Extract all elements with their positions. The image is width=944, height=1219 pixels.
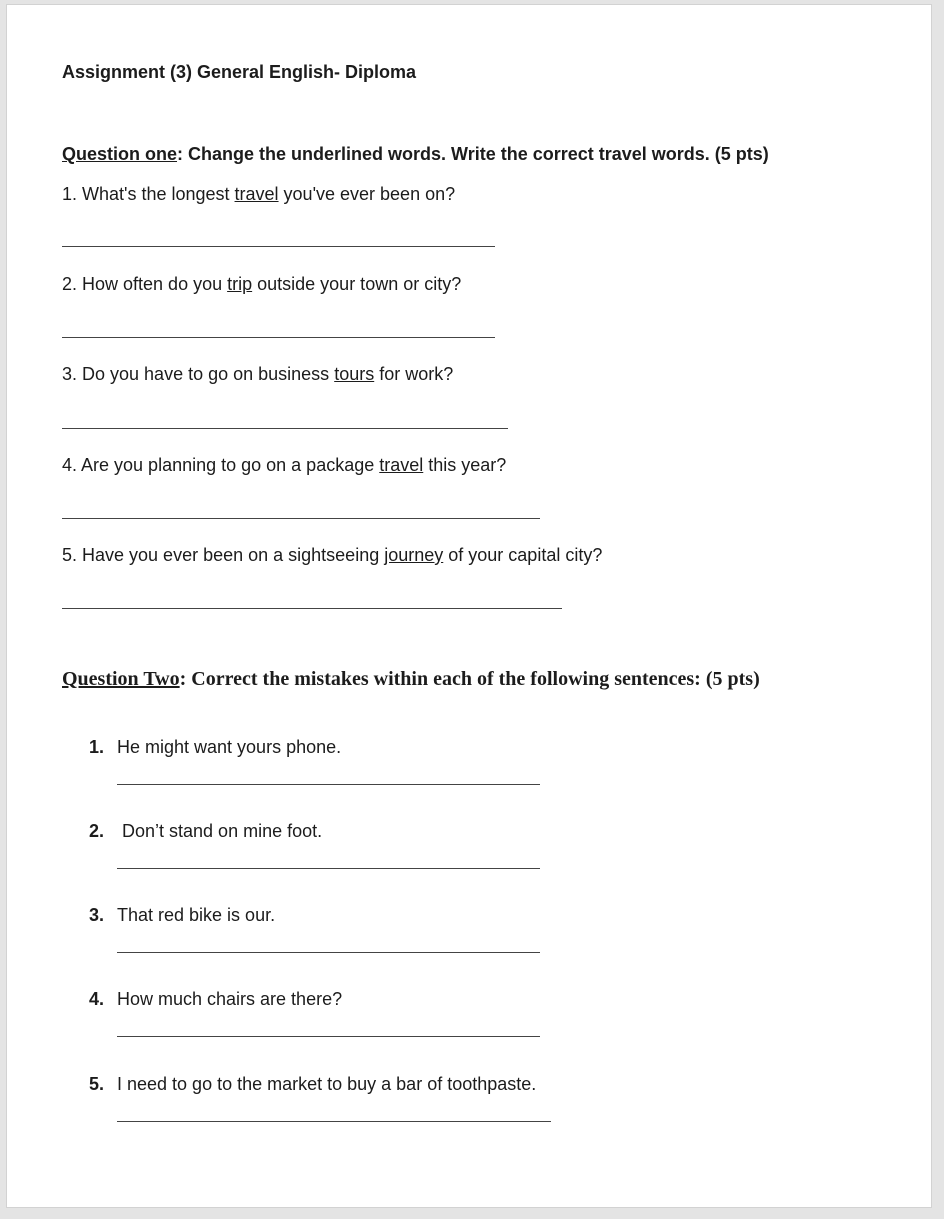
q1-item-3-post: for work? bbox=[374, 364, 454, 384]
q1-answer-line-2[interactable] bbox=[62, 337, 495, 338]
q1-item-3-underlined-word: tours bbox=[334, 364, 375, 384]
q1-item-4-pre: 4. Are you planning to go on a package bbox=[62, 455, 380, 475]
q1-item-1 bbox=[62, 183, 455, 205]
q1-answer-line-5[interactable] bbox=[62, 608, 562, 609]
question-one-instruction: : Change the underlined words. Write the correct travel words. (5 pts) bbox=[177, 144, 769, 164]
question-two-label: Question Two bbox=[62, 668, 180, 690]
q2-answer-line-3[interactable] bbox=[117, 952, 540, 953]
q2-item-4-number: 4. bbox=[89, 989, 105, 1009]
q1-answer-line-1[interactable] bbox=[62, 246, 495, 247]
q2-item-4-text: How much chairs are there? bbox=[117, 989, 343, 1009]
q1-item-2 bbox=[62, 273, 461, 295]
q2-item-5 bbox=[89, 1073, 536, 1095]
q2-item-5-number: 5. bbox=[89, 1074, 105, 1094]
document-page bbox=[6, 4, 932, 1208]
q1-item-2-post: outside your town or city? bbox=[252, 274, 462, 294]
q2-item-2-number: 2. bbox=[89, 821, 105, 841]
question-two-instruction: : Correct the mistakes within each of the following sentences: (5 pts) bbox=[179, 668, 760, 690]
q2-item-2 bbox=[89, 820, 322, 842]
question-one-label: Question one bbox=[62, 144, 178, 164]
q2-answer-line-1[interactable] bbox=[117, 784, 540, 785]
q1-item-1-post: you've ever been on? bbox=[278, 184, 456, 204]
q1-answer-line-4[interactable] bbox=[62, 518, 540, 519]
q2-item-4 bbox=[89, 988, 342, 1010]
q2-answer-line-4[interactable] bbox=[117, 1036, 540, 1037]
q1-item-5 bbox=[62, 544, 602, 566]
q2-answer-line-5[interactable] bbox=[117, 1121, 551, 1122]
q1-item-4-underlined-word: travel bbox=[379, 455, 424, 475]
q1-item-3 bbox=[62, 363, 453, 385]
q1-item-4-post: this year? bbox=[423, 455, 507, 475]
q1-item-5-pre: 5. Have you ever been on a sightseeing bbox=[62, 545, 385, 565]
q1-item-2-pre: 2. How often do you bbox=[62, 274, 228, 294]
q1-item-5-underlined-word: journey bbox=[384, 545, 444, 565]
q2-item-1-number: 1. bbox=[89, 737, 105, 757]
q2-answer-line-2[interactable] bbox=[117, 868, 540, 869]
q1-item-2-underlined-word: trip bbox=[227, 274, 253, 294]
q1-answer-line-3[interactable] bbox=[62, 428, 508, 429]
q2-item-1-text: He might want yours phone. bbox=[117, 737, 342, 757]
question-one-heading bbox=[62, 143, 769, 165]
q2-item-3-number: 3. bbox=[89, 905, 105, 925]
q1-item-4 bbox=[62, 454, 506, 476]
q1-item-3-pre: 3. Do you have to go on business bbox=[62, 364, 335, 384]
assignment-title: Assignment (3) General English- Diploma bbox=[62, 62, 417, 82]
q2-item-1 bbox=[89, 736, 341, 758]
q2-item-3 bbox=[89, 904, 275, 926]
q1-item-5-post: of your capital city? bbox=[443, 545, 603, 565]
q2-item-2-text: Don’t stand on mine foot. bbox=[122, 821, 323, 841]
q1-item-1-pre: 1. What's the longest bbox=[62, 184, 235, 204]
q2-item-3-text: That red bike is our. bbox=[117, 905, 276, 925]
q1-item-1-underlined-word: travel bbox=[234, 184, 279, 204]
q2-item-5-text: I need to go to the market to buy a bar of toothpaste. bbox=[117, 1074, 537, 1094]
question-two-heading bbox=[62, 668, 760, 690]
